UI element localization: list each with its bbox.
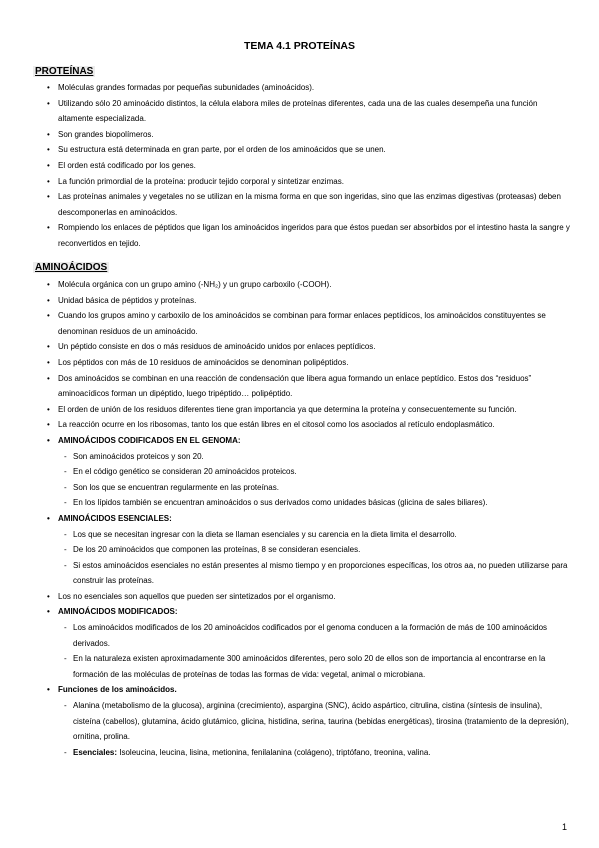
- sub-list-item: - Esenciales: Isoleucina, leucina, lisina, metionina, fenilalanina (colágeno), triptófano, treonina, valina.: [0, 745, 599, 761]
- sub-list-item: - En la naturaleza existen aproximadamente 300 aminoácidos diferentes, pero solo 20 de ellos son de importancia al encontrarse en la formación de las moléculas de proteínas de todas las formas de vida: vegetal, animal o microbiana.: [0, 651, 599, 682]
- bullet-icon: •: [47, 420, 50, 430]
- list-item-esenciales: • AMINOÁCIDOS ESENCIALES:: [0, 511, 599, 527]
- bullet-icon: •: [47, 404, 50, 414]
- esenciales-label: Esenciales:: [73, 747, 118, 757]
- section-heading-proteinas: PROTEÍNAS: [35, 66, 94, 77]
- dash-icon: -: [64, 654, 67, 664]
- dash-icon: -: [64, 467, 67, 477]
- bullet-icon: •: [47, 192, 50, 202]
- bullet-icon: •: [47, 311, 50, 321]
- bullet-icon: •: [47, 98, 50, 108]
- list-item: • El orden está codificado por los genes.: [0, 158, 599, 174]
- list-item: • La reacción ocurre en los ribosomas, tanto los que están libres en el citosol como los asociados al retículo endoplasmático.: [0, 417, 599, 433]
- bullet-icon: •: [47, 223, 50, 233]
- list-item: • Su estructura está determinada en gran parte, por el orden de los aminoácidos que se unen.: [0, 142, 599, 158]
- dash-icon: -: [64, 529, 67, 539]
- dash-icon: -: [64, 545, 67, 555]
- bullet-icon: •: [47, 357, 50, 367]
- dash-icon: -: [64, 623, 67, 633]
- page-number: 1: [561, 822, 567, 832]
- bullet-icon: •: [47, 160, 50, 170]
- bullet-icon: •: [47, 435, 50, 445]
- list-item: • Utilizando sólo 20 aminoácido distintos, la célula elabora miles de proteínas diferentes, cada una de las cuales desempeña una función altamente especializada.: [0, 96, 599, 127]
- list-item: • Unidad básica de péptidos y proteínas.: [0, 293, 599, 309]
- sub-list-item: - Son los que se encuentran regularmente en las proteínas.: [0, 480, 599, 496]
- bullet-icon: •: [47, 83, 50, 92]
- dash-icon: -: [64, 451, 67, 461]
- list-item: • Molécula orgánica con un grupo amino (-NH₂) y un grupo carboxilo (-COOH).: [0, 277, 599, 293]
- list-item: • Son grandes biopolímeros.: [0, 127, 599, 143]
- sub-list-item: - De los 20 aminoácidos que componen las proteínas, 8 se consideran esenciales.: [0, 542, 599, 558]
- list-item: • Las proteínas animales y vegetales no se utilizan en la misma forma en que son ingeridas, sino que las enzimas digestivas (proteasas) deben descomponerlas en aminoácidos.: [0, 189, 599, 220]
- list-item: • Cuando los grupos amino y carboxilo de los aminoácidos se combinan para formar enlaces peptídicos, los aminoácidos constituyentes se denominan residuos de un aminoácido.: [0, 308, 599, 339]
- list-item: • Moléculas grandes formadas por pequeñas subunidades (aminoácidos).: [0, 80, 599, 96]
- list-item-funciones: • Funciones de los aminoácidos.: [0, 682, 599, 698]
- bullet-icon: •: [47, 280, 50, 289]
- list-item-no-esenciales: • Los no esenciales son aquellos que pueden ser sintetizados por el organismo.: [0, 589, 599, 605]
- dash-icon: -: [64, 701, 67, 711]
- list-item: • Los péptidos con más de 10 residuos de aminoácidos se denominan polipéptidos.: [0, 355, 599, 371]
- list-item: • Rompiendo los enlaces de péptidos que ligan los aminoácidos ingeridos para que éstos puedan ser absorbidos por el intestino hasta la sangre y reconvertidos en tejido.: [0, 220, 599, 251]
- sub-list-item: - Los que se necesitan ingresar con la dieta se llaman esenciales y su carencia en la dieta limita el desarrollo.: [0, 527, 599, 543]
- sub-list-item: - Alanina (metabolismo de la glucosa), arginina (crecimiento), aspargina (SNC), ácido aspártico, citrulina, cistina (síntesis de insulina), cisteína (cabellos), glutamina, ácido glutámico, glicina, histidina, serina, taurina (bebidas energéticas), tirosina (tratamiento de la depresión), ornitina, prolina.: [0, 698, 599, 745]
- bullet-icon: •: [47, 513, 50, 523]
- bullet-icon: •: [47, 129, 50, 139]
- bullet-icon: •: [47, 591, 50, 601]
- sub-list-item: - Los aminoácidos modificados de los 20 aminoácidos codificados por el genoma conducen a la formación de más de 100 aminoácidos derivados.: [0, 620, 599, 651]
- dash-icon: -: [64, 560, 67, 570]
- list-item: • Dos aminoácidos se combinan en una reacción de condensación que libera agua formando un enlace peptídico. Estos dos “residuos” aminoacídicos forman un dipéptido, luego tripéptido… polipéptido.: [0, 371, 599, 402]
- bullet-icon: •: [47, 176, 50, 186]
- bullet-icon: •: [47, 373, 50, 383]
- list-item: • La función primordial de la proteína: producir tejido corporal y sintetizar enzimas.: [0, 174, 599, 190]
- sub-list-item: - Son aminoácidos proteicos y son 20.: [0, 449, 599, 465]
- sub-list-item: - Si estos aminoácidos esenciales no están presentes al mismo tiempo y en proporciones específicas, los otros aa, no pueden utilizarse para construir las proteínas.: [0, 558, 599, 589]
- list-item-codificados: • AMINOÁCIDOS CODIFICADOS EN EL GENOMA:: [0, 433, 599, 449]
- bullet-icon: •: [47, 607, 50, 617]
- sub-list-item: - En el código genético se consideran 20 aminoácidos proteicos.: [0, 464, 599, 480]
- bullet-icon: •: [47, 342, 50, 352]
- bullet-icon: •: [47, 145, 50, 155]
- bullet-icon: •: [47, 295, 50, 305]
- list-item: • El orden de unión de los residuos diferentes tiene gran importancia ya que determina la proteína y consecuentemente su función.: [0, 402, 599, 418]
- aminoacidos-list: [0, 277, 599, 760]
- dash-icon: -: [64, 498, 67, 508]
- proteinas-list: [0, 80, 599, 252]
- dash-icon: -: [64, 482, 67, 492]
- bullet-icon: •: [47, 685, 50, 695]
- sub-list-item: - En los lípidos también se encuentran aminoácidos o sus derivados como unidades básicas (glicina de sales biliares).: [0, 495, 599, 511]
- page-title: TEMA 4.1 PROTEÍNAS: [243, 40, 356, 52]
- list-item: • Un péptido consiste en dos o más residuos de aminoácido unidos por enlaces peptídicos.: [0, 339, 599, 355]
- list-item-modificados: • AMINOÁCIDOS MODIFICADOS:: [0, 604, 599, 620]
- section-heading-aminoacidos: AMINOÁCIDOS: [35, 262, 108, 273]
- dash-icon: -: [64, 747, 67, 757]
